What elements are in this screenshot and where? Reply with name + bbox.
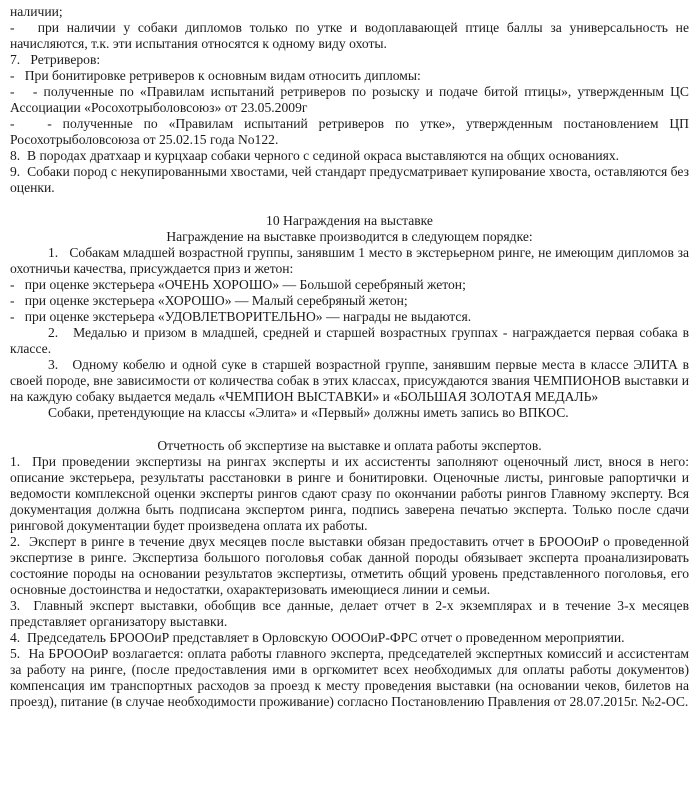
- awards-note-vpkos: Собаки, претендующие на классы «Элита» и «Первый» должны иметь запись во ВПКОС.: [48, 405, 569, 420]
- award-bullet-good: - при оценке экстерьера «ХОРОШО» — Малый серебряный жетон;: [10, 293, 408, 308]
- section-heading-reporting: Отчетность об экспертизе на выставке и оплата работы экспертов.: [157, 438, 542, 453]
- list-item-dash: - - полученные по «Правилам испытаний ретриверов по розыску и подаче битой птицы», утвержденным ЦС Ассоциации «Росохотрыболовсоюз» от 23.05.2009г: [10, 84, 689, 115]
- reporting-item-3: 3. Главный эксперт выставки, обобщив все данные, делает отчет в 2-х экземплярах и в течение 3-х месяцев представляет организатору выставки.: [10, 598, 689, 629]
- reporting-item-4: 4. Председатель БРОООиР представляет в Орловскую ООООиР-ФРС отчет о проведенном мероприятии.: [10, 630, 625, 645]
- reporting-item-5: 5. На БРОООиР возлагается: оплата работы главного эксперта, председателей экспертных комиссий и ассистентам за работу на ринге, (после предоставления ими в оргкомитет всех необходимых для оплаты работы документов) компенсация им транспортных расходов за проезд к месту проведения выставки (на основании чеков, билетов на проезд), питание (в случае необходимости проживание) согласно Постановлению Правления от 28.07.2015г. №2-ОС.: [10, 646, 689, 709]
- award-bullet-very-good: - при оценке экстерьера «ОЧЕНЬ ХОРОШО» — Большой серебряный жетон;: [10, 277, 466, 292]
- numbered-item-7: 7. Ретриверов:: [10, 52, 101, 67]
- list-item-dash: - При бонитировке ретриверов к основным видам относить дипломы:: [10, 68, 421, 83]
- award-bullet-satisfactory: - при оценке экстерьера «УДОВЛЕТВОРИТЕЛЬНО» — награды не выдаются.: [10, 309, 472, 324]
- awards-item-1: 1. Собакам младшей возрастной группы, занявшим 1 место в экстерьерном ринге, не имеющим дипломов за охотничьи качества, присуждается приз и жетон:: [10, 245, 689, 276]
- numbered-item-9: 9. Собаки пород с некупированными хвостами, чей стандарт предусматривает купирование хвоста, оставляются без оценки.: [10, 164, 689, 195]
- section-heading-awards: 10 Награждения на выставке: [266, 213, 433, 228]
- list-item-dash: - при наличии у собаки дипломов только по утке и водоплавающей птице баллы за универсальность не начисляются, т.к. эти испытания относятся к одному виду охоты.: [10, 20, 689, 51]
- numbered-item-8: 8. В породах дратхаар и курцхаар собаки черного с сединой окраса выставляются на общих основаниях.: [10, 148, 620, 163]
- reporting-item-1: 1. При проведении экспертизы на рингах эксперты и их ассистенты заполняют оценочный лист, внося в него: описание экстерьера, результаты расстановки в ринге и бонитировки. Оценочные листы, ринговые рапортички и ведомости комплексной оценки эксперты рингов сдают сразу по окончании работы рингов Главному эксперту. Вся документация должна быть подписана экспертом ринга, подпись заверена печатью эксперта. Только после сдачи ринговой документации будет произведена оплата их работы.: [10, 454, 689, 533]
- awards-item-3: 3. Одному кобелю и одной суке в старшей возрастной группе, занявшим первые места в классе ЭЛИТА в своей породе, вне зависимости от количества собак в этих классах, присуждаются звания ЧЕМПИОНОВ выставки и на каждую собаку выдается медаль «ЧЕМПИОН ВЫСТАВКИ» и «БОЛЬШАЯ ЗОЛОТАЯ МЕДАЛЬ»: [10, 357, 689, 404]
- awards-item-2: 2. Медалью и призом в младшей, средней и старшей возрастных группах - награждается первая собака в классе.: [10, 325, 689, 356]
- reporting-item-2: 2. Эксперт в ринге в течение двух месяцев после выставки обязан предоставить отчет в БРОООиР о проведенной экспертизе в ринге. Экспертиза большого поголовья собак данной породы обязывает эксперта проанализировать состояние породы на основании результатов экспертизы, отметить общий уровень представленного поголовья, его основные достоинства и недостатки, охарактеризовать имеющиеся линии и семьи.: [10, 534, 689, 597]
- section-subheading-awards: Награждение на выставке производится в следующем порядке:: [166, 229, 533, 244]
- paragraph-continuation: наличии;: [10, 4, 63, 19]
- list-item-dash: - - полученные по «Правилам испытаний ретриверов по утке», утвержденным постановлением ЦП Росохотрыболовсоюза от 25.02.15 года No122.: [10, 116, 689, 147]
